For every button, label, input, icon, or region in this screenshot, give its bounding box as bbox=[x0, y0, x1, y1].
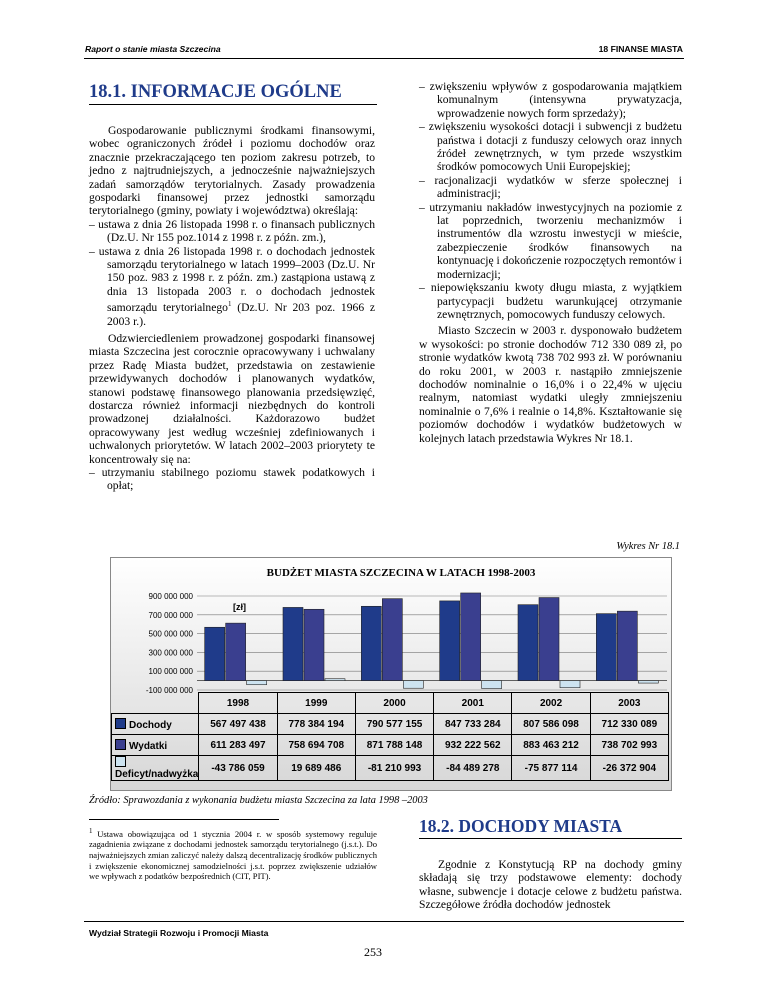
y-tick-label: 500 000 000 bbox=[148, 629, 193, 639]
legend-swatch bbox=[115, 739, 126, 750]
bar-deficyt-nadwy-ka-2000 bbox=[403, 681, 423, 689]
footer-department: Wydział Strategii Rozwoju i Promocji Miasta bbox=[89, 928, 269, 938]
y-tick-label: -100 000 000 bbox=[145, 686, 193, 695]
legend-deficyt: Deficyt/nadwyżka bbox=[112, 756, 199, 781]
list-item: – ustawa z dnia 26 listopada 1998 r. o dochodach jednostek samorządu terytorialnego w latach 1999–2003 (Dz.U. Nr 150 poz. 983 z 1998 r. z późn. zm.) zastąpiona ustawą z dnia 13 listopada 2003 r. o dochodach jednostek samorządu terytorialnego$^1$ (Dz.U. Nr 203 poz. 1966 z 2003 r.). bbox=[89, 244, 375, 328]
bar-wydatki-2003 bbox=[617, 611, 637, 680]
y-tick-label: 100 000 000 bbox=[148, 667, 193, 677]
page-number: 253 bbox=[364, 945, 382, 959]
table-row-wydatki bbox=[112, 735, 669, 756]
data-label: 871 788 148 bbox=[355, 735, 433, 756]
bar-dochody-2002 bbox=[518, 605, 538, 681]
year-cell: 1998 bbox=[199, 693, 277, 714]
header-chapter: 18 FINANSE MIASTA bbox=[598, 44, 683, 54]
data-label: 883 463 212 bbox=[512, 735, 590, 756]
paragraph: Gospodarowanie publicznymi środkami finansowymi, wobec ograniczonych źródeł i poziomu dochodów oraz znacznie przekraczającego ten poziom zakresu potrzeb, to jedno z najtrudniejszych, a jednocześnie najważniejszych zadań samorządów terytorialnych. Zasady prowadzenia gospodarki finansowej przez jednostki samorządu terytorialnego (gminy, powiaty i województwa) określają: bbox=[89, 124, 375, 218]
chart-frame bbox=[110, 557, 672, 791]
paragraph: Miasto Szczecin w 2003 r. dysponowało budżetem w wysokości: po stronie dochodów 712 330 089 zł, po stronie wydatków kwotą 738 702 993 zł. W porównaniu do roku 2001, w 2003 r. nastąpiło zmniejszenie dochodów nominalnie o 16,0% i o 22,4% w ujęciu realnym, natomiast wydatki uległy zmniejszeniu nominalnie o 7,6% i realnie o 14,8%. Kształtowanie się poziomów dochodów i wydatków budżetowych w kolejnych latach przedstawia Wykres Nr 18.1. bbox=[419, 324, 682, 445]
year-cell: 2002 bbox=[512, 693, 590, 714]
y-tick-label: 900 000 000 bbox=[148, 592, 193, 601]
bar-deficyt-nadwy-ka-1998 bbox=[247, 681, 267, 685]
section-1-title: 18.1. INFORMACJE OGÓLNE bbox=[89, 82, 342, 102]
chart-label: Wykres Nr 18.1 bbox=[616, 541, 680, 552]
table-row-dochody bbox=[112, 714, 669, 735]
section-2-text bbox=[419, 858, 682, 912]
list-item: – zwiększeniu wysokości dotacji i subwencji z budżetu państwa i dotacji z funduszy celowych oraz innych źródeł zewnętrznych, w tym przede wszystkim środków pomocowych Unii Europejskiej; bbox=[419, 120, 682, 174]
data-label: 611 283 497 bbox=[199, 735, 277, 756]
data-label: 567 497 438 bbox=[199, 714, 277, 735]
y-tick-label: 300 000 000 bbox=[148, 648, 193, 658]
list-item: – niepowiększaniu kwoty długu miasta, z wyjątkiem partycypacji budżetu warunkującej otrzymanie zewnętrznych, pomocowych funduszy celowych. bbox=[419, 281, 682, 321]
paragraph: Zgodnie z Konstytucją RP na dochody gminy składają się trzy podstawowe elementy: dochody własne, subwencje i dotacje celowe z budżetu państwa. Szczegółowe źródła dochodów jednostek bbox=[419, 858, 682, 912]
bar-wydatki-1998 bbox=[226, 623, 246, 680]
data-label: 807 586 098 bbox=[512, 714, 590, 735]
data-label: 19 689 486 bbox=[277, 756, 355, 781]
year-cell: 1999 bbox=[277, 693, 355, 714]
data-label: 790 577 155 bbox=[355, 714, 433, 735]
data-label: 778 384 194 bbox=[277, 714, 355, 735]
bar-wydatki-2000 bbox=[382, 599, 402, 681]
legend-swatch bbox=[115, 756, 126, 767]
bar-wydatki-1999 bbox=[304, 609, 324, 680]
chart-title: BUDŻET MIASTA SZCZECINA W LATACH 1998-2003 bbox=[266, 567, 536, 579]
year-cell: 2000 bbox=[355, 693, 433, 714]
table-header-row bbox=[112, 693, 669, 714]
header-title: Raport o stanie miasta Szczecina bbox=[85, 44, 221, 54]
data-label: 738 702 993 bbox=[590, 735, 668, 756]
year-cell: 2003 bbox=[590, 693, 668, 714]
title-rule bbox=[89, 104, 377, 105]
data-label: -43 786 059 bbox=[199, 756, 277, 781]
data-label: -26 372 904 bbox=[590, 756, 668, 781]
y-axis-unit: [zł] bbox=[233, 602, 246, 612]
left-column bbox=[89, 124, 375, 493]
legend-wydatki: Wydatki bbox=[112, 735, 199, 756]
data-label: 712 330 089 bbox=[590, 714, 668, 735]
bar-wydatki-2001 bbox=[461, 593, 481, 681]
section-2-title: 18.2. DOCHODY MIASTA bbox=[419, 816, 623, 836]
data-label: 758 694 708 bbox=[277, 735, 355, 756]
bar-dochody-2000 bbox=[361, 606, 381, 680]
list-item: – zwiększeniu wpływów z gospodarowania majątkiem komunalnym (intensywna prywatyzacja, wprowadzenie nowych form sprzedaży); bbox=[419, 80, 682, 120]
data-label: -84 489 278 bbox=[434, 756, 512, 781]
bar-dochody-1999 bbox=[283, 607, 303, 680]
chart-data-table bbox=[111, 692, 669, 781]
bar-deficyt-nadwy-ka-2002 bbox=[560, 681, 580, 688]
footnote bbox=[89, 826, 377, 882]
paragraph: Odzwierciedleniem prowadzonej gospodarki finansowej miasta Szczecina jest corocznie opracowywany i uchwalany przez Radę Miasta budżet, przedstawia on zestawienie przewidywanych dochodów i planowanych wydatków, stanowi podstawę finansowego planowania przedsięwzięć, dostarcza również informacji niezbędnych do kontroli prowadzonej działalności. Każdorazowo budżet opracowywany jest według wcześniej zdefiniowanych i uchwalonych priorytetów. W latach 2002–2003 priorytety te koncentrowały się na: bbox=[89, 331, 375, 466]
bar-deficyt-nadwy-ka-2003 bbox=[638, 681, 658, 683]
right-column bbox=[419, 80, 682, 445]
bar-deficyt-nadwy-ka-1999 bbox=[325, 679, 345, 681]
footnote-ref: 1 bbox=[227, 300, 232, 309]
bar-dochody-2003 bbox=[596, 614, 616, 681]
footer-rule bbox=[84, 921, 684, 922]
list-item: – racjonalizacji wydatków w sferze społecznej i administracji; bbox=[419, 173, 682, 201]
chart-source: Źródło: Sprawozdania z wykonania budżetu miasta Szczecina za lata 1998 –2003 bbox=[89, 795, 428, 806]
legend-swatch bbox=[115, 718, 126, 729]
footnote-rule bbox=[89, 819, 279, 820]
data-label: -75 877 114 bbox=[512, 756, 590, 781]
table-row-deficyt bbox=[112, 756, 669, 781]
list-item: – utrzymaniu stabilnego poziomu stawek podatkowych i opłat; bbox=[89, 466, 375, 493]
data-label: 932 222 562 bbox=[434, 735, 512, 756]
data-label: -81 210 993 bbox=[355, 756, 433, 781]
title-rule bbox=[419, 838, 682, 839]
year-cell: 2001 bbox=[434, 693, 512, 714]
list-item: – ustawa z dnia 26 listopada 1998 r. o finansach publicznych (Dz.U. Nr 155 poz.1014 z 1998 r. z późn. zm.), bbox=[89, 217, 375, 245]
data-label: 847 733 284 bbox=[434, 714, 512, 735]
bar-dochody-2001 bbox=[440, 601, 460, 681]
bar-dochody-1998 bbox=[205, 627, 225, 680]
header-rule bbox=[84, 58, 684, 59]
bar-wydatki-2002 bbox=[539, 598, 559, 681]
list-item: – utrzymaniu nakładów inwestycyjnych na poziomie z lat poprzednich, tworzeniu mechanizmów i instrumentów dla wzrostu inwestycji w mieście, zabezpieczenie środków finansowych na kontynuację i dokończenie rozpoczętych remontów i modernizacji; bbox=[419, 200, 682, 281]
legend-dochody: Dochody bbox=[112, 714, 199, 735]
footnote-number: 1 bbox=[89, 827, 93, 835]
y-tick-label: 700 000 000 bbox=[148, 610, 193, 620]
table-corner bbox=[112, 693, 199, 714]
bar-deficyt-nadwy-ka-2001 bbox=[482, 681, 502, 689]
footnote-text: Ustawa obowiązująca od 1 stycznia 2004 r. w sposób systemowy reguluje zagadnienia związane z dochodami jednostek samorządu terytorialnego (j.s.t.). Do najważniejszych zmian zaliczyć należy dalszą decentralizację środków publicznych i zwiększenie ekonomicznej samodzielności j.s.t. poprzez zwiększenie udziałów we wpływach z podatków bezpośrednich (CIT, PIT). bbox=[89, 828, 377, 882]
